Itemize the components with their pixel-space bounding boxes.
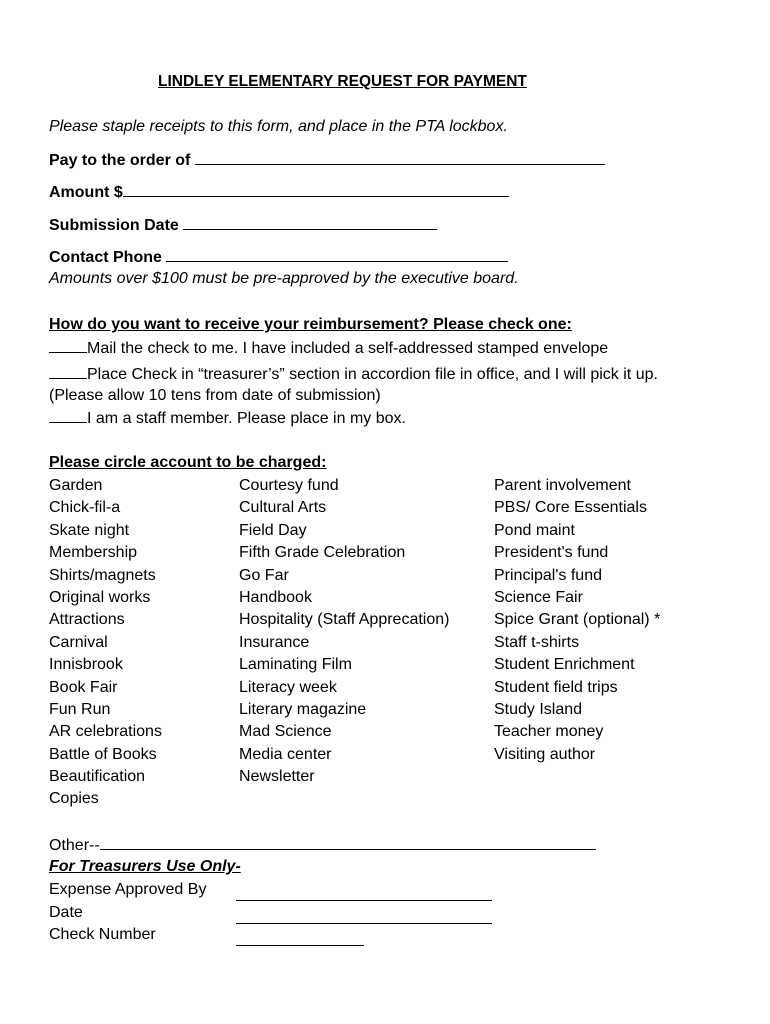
account-option[interactable]: Mad Science [239,723,332,741]
account-option[interactable]: Beautification [49,768,146,786]
pay-to-blank[interactable] [195,150,605,165]
account-option[interactable]: Book Fair [49,678,118,696]
account-option[interactable]: PBS/ Core Essentials [494,499,647,517]
other-field[interactable] [49,835,596,856]
other-label: Other-- [49,837,100,854]
pay-to-label: Pay to the order of [49,152,191,169]
account-option[interactable]: Literary magazine [239,700,367,718]
pay-to-field[interactable] [49,150,605,171]
account-option[interactable]: Student Enrichment [494,656,635,674]
submission-date-field[interactable] [49,215,437,236]
date-label: Date [49,904,83,921]
account-option[interactable]: Cultural Arts [239,499,327,517]
form-title: LINDLEY ELEMENTARY REQUEST FOR PAYMENT [158,73,527,90]
account-option[interactable]: Chick-fil-a [49,499,121,517]
expense-approved-label: Expense Approved By [49,881,207,898]
account-option[interactable]: Newsletter [239,768,315,786]
option-pickup-label: Place Check in “treasurer’s” section in accordion file in office, and I will pick it up. [87,366,658,383]
account-option[interactable]: Principal's fund [494,566,602,584]
contact-phone-label: Contact Phone [49,249,162,266]
account-option[interactable]: Science Fair [494,588,583,606]
account-option[interactable]: Go Far [239,566,289,584]
account-column-3 [494,475,660,766]
account-option[interactable]: Student field trips [494,678,618,696]
account-option[interactable]: Handbook [239,588,312,606]
account-option[interactable]: Garden [49,477,103,494]
account-option[interactable]: Insurance [239,633,310,651]
contact-phone-field[interactable] [49,247,508,268]
contact-phone-blank[interactable] [166,247,508,262]
account-option[interactable]: Courtesy fund [239,477,339,494]
account-column-2 [239,475,449,788]
account-option[interactable]: Battle of Books [49,745,157,763]
expense-approved-line[interactable] [236,900,492,901]
account-option[interactable]: Field Day [239,521,307,539]
instruction-text: Please staple receipts to this form, and place in the PTA lockbox. [49,118,508,135]
reimbursement-heading: How do you want to receive your reimbursement? Please check one: [49,316,572,333]
account-option[interactable]: Skate night [49,521,130,539]
account-option[interactable]: Spice Grant (optional) * [494,611,661,629]
account-option[interactable]: Innisbrook [49,656,123,674]
check-blank-pickup[interactable] [49,364,87,379]
account-option[interactable]: Pond maint [494,521,575,539]
option-mail-label: Mail the check to me. I have included a self-addressed stamped envelope [87,340,609,357]
reimbursement-option-pickup[interactable] [49,364,658,385]
account-option[interactable]: Attractions [49,611,125,629]
account-option[interactable]: Media center [239,745,332,763]
account-option[interactable]: Fifth Grade Celebration [239,544,406,562]
account-option[interactable]: Teacher money [494,723,604,741]
account-option[interactable]: Fun Run [49,700,111,718]
pickup-note: (Please allow 10 tens from date of submission) [49,387,381,404]
account-option[interactable]: Staff t-shirts [494,633,580,651]
check-number-line[interactable] [236,945,364,946]
account-option[interactable]: Shirts/magnets [49,566,156,584]
option-staff-label: I am a staff member. Please place in my box. [87,410,406,427]
account-option[interactable]: Literacy week [239,678,337,696]
account-option[interactable]: Copies [49,790,99,808]
amount-field[interactable] [49,182,509,203]
account-option[interactable]: Hospitality (Staff Apprecation) [239,611,450,629]
account-option[interactable]: Parent involvement [494,477,631,494]
date-line[interactable] [236,923,492,924]
account-column-1 [49,475,162,811]
account-option[interactable]: Original works [49,588,151,606]
account-option[interactable]: President's fund [494,544,609,562]
account-option[interactable]: Membership [49,544,138,562]
submission-date-label: Submission Date [49,217,179,234]
submission-date-blank[interactable] [183,215,437,230]
other-blank[interactable] [100,835,596,850]
account-option[interactable]: Carnival [49,633,108,651]
reimbursement-option-mail[interactable] [49,338,608,359]
amount-label: Amount $ [49,184,123,201]
accounts-heading: Please circle account to be charged: [49,454,327,471]
account-option[interactable]: AR celebrations [49,723,162,741]
check-blank-staff[interactable] [49,408,87,423]
approval-note: Amounts over $100 must be pre-approved by the executive board. [49,270,519,287]
account-option[interactable]: Study Island [494,700,583,718]
account-option[interactable]: Visiting author [494,745,596,763]
check-blank-mail[interactable] [49,338,87,353]
reimbursement-option-staff[interactable] [49,408,406,429]
check-number-label: Check Number [49,926,156,943]
amount-blank[interactable] [123,182,509,197]
treasurer-heading: For Treasurers Use Only- [49,858,241,875]
account-option[interactable]: Laminating Film [239,656,352,674]
